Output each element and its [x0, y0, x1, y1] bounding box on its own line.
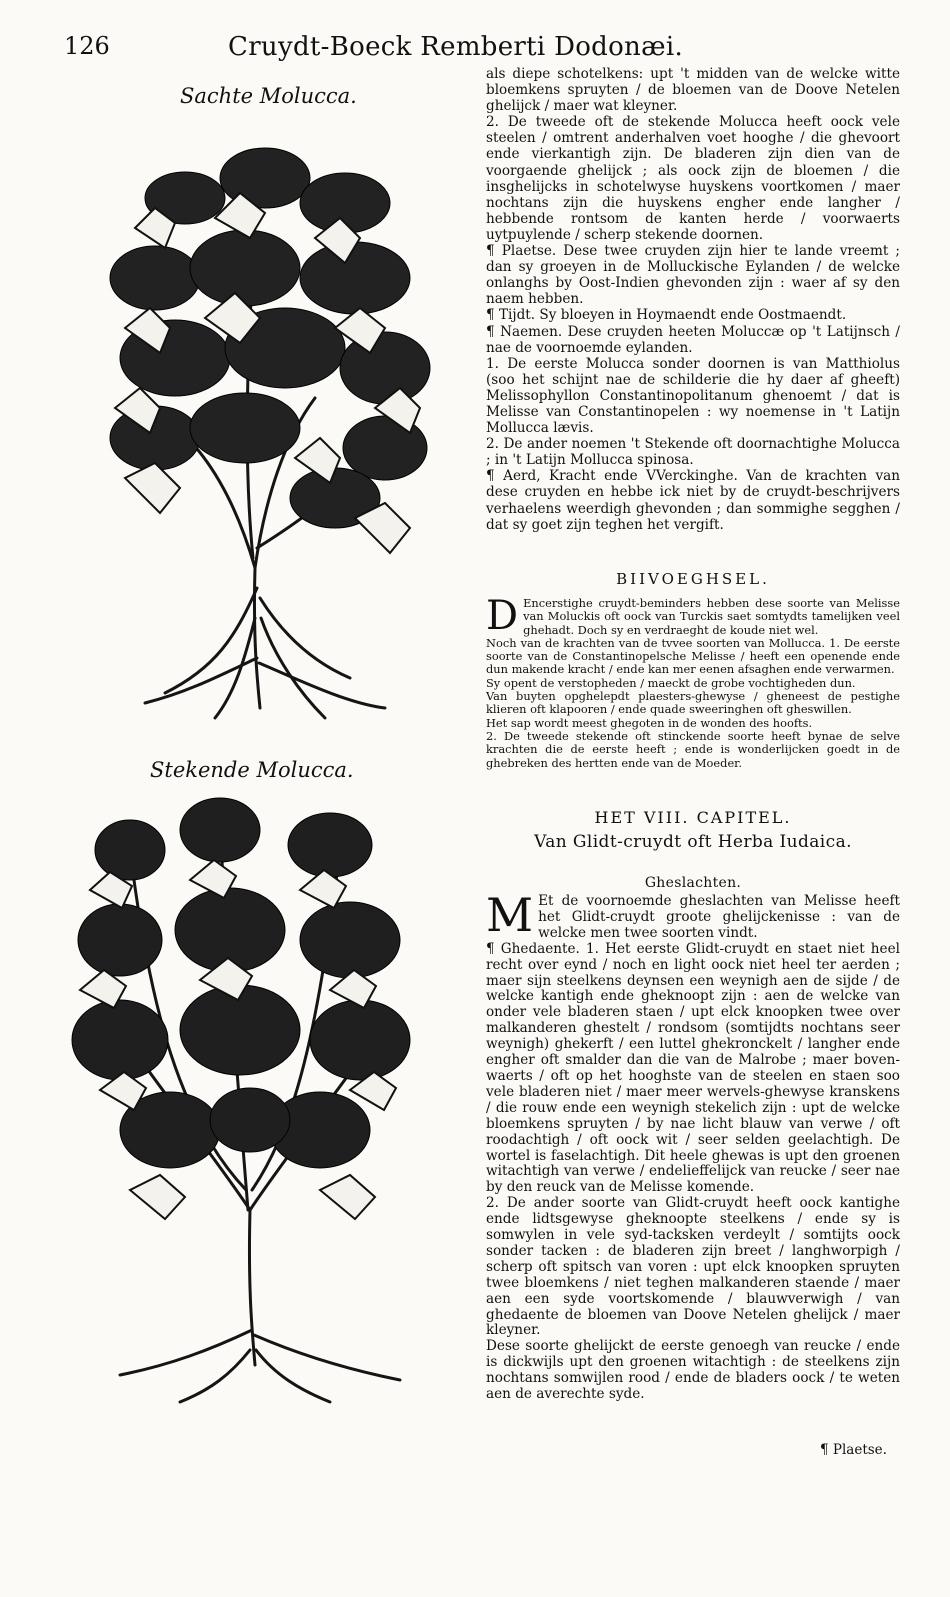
drop-cap-m: M: [486, 888, 534, 942]
catchword: ¶ Plaetse.: [820, 1442, 887, 1458]
drop-cap-d: D: [486, 593, 519, 639]
bijvoeghsel-heading: BIIVOEGHSEL.: [616, 570, 770, 588]
chapter-title: Van Glidt-cruydt oft Herba Iudaica.: [534, 832, 852, 852]
paragraph: Het sap wordt meest ghegoten in de wonden des hoofts.: [486, 715, 813, 730]
page-number: 126: [64, 32, 110, 60]
figure-caption-2: Stekende Molucca.: [150, 758, 354, 782]
figure-caption-1: Sachte Molucca.: [180, 84, 357, 108]
bijvoeghsel-text: [486, 593, 900, 770]
paragraph: ¶ Naemen. Dese cruyden heeten Moluccæ op 't Latijnsch / nae de voornoemde eylanden.: [486, 323, 900, 356]
paragraph: Sy opent de verstopheden / maeckt de grobe vochtigheden dun.: [486, 675, 856, 690]
text-column-upper: [486, 66, 900, 533]
chapter-text: [486, 888, 900, 1403]
paragraph: Dese soorte ghelijckt de eerste genoegh van reucke / ende is dickwijls upt den groenen witachtigh : de steelkens zijn nochtans somwijlen rood / ende de bladers oock / te weten aen de averechte syde.: [486, 1338, 900, 1403]
paragraph: 2. De ander soorte van Glidt-cruydt heeft oock kantighe ende lidtsgewyse gheknoopte steelkens / ende sy is somwylen in vele syd-tacksken verdeylt / somtijts oock sonder tacken : de bladeren zijn breet / langhworpigh / scherp oft spitsch van voren : upt elck knoopken spruyten twee bloemkens / niet teghen malkanderen staende / maer aen een syde voortskomende / blauwverwigh / van ghedaente de bloemen van Doove Netelen ghelijck / maer kleyner.: [486, 1195, 900, 1339]
paragraph: ¶ Tijdt. Sy bloeyen in Hoymaendt ende Oostmaendt.: [486, 307, 847, 324]
running-title: Cruydt-Boeck Remberti Dodonæi.: [228, 32, 684, 62]
paragraph: als diepe schotelkens: upt 't midden van de welcke witte bloemkens spruyten / de bloemen van de Doove Netelen ghelijck / maer wat kleyner.: [486, 66, 900, 115]
paragraph: Noch van de krachten van de tvvee soorten van Mollucca. 1. De eerste soorte van de Constantinopelsche Melisse / heeft een openende ende dun makende kracht / ende kan mer eenen afsaghen ende verwarmen.: [486, 635, 900, 677]
chapter-number: HET VIII. CAPITEL.: [594, 808, 792, 827]
paragraph: ¶ Aerd, Kracht ende VVerckinghe. Van de krachten van dese cruyden en hebbe ick niet by de cruydt-beschrijvers verhaelens weerdigh ghevonden ; dan sommighe segghen / dat sy goet zijn teghen het vergift.: [486, 468, 900, 533]
paragraph: Et de voornoemde gheslachten van Melisse heeft het Glidt-cruydt groote ghelijckenisse : van de welcke men twee soorten vindt.: [538, 893, 900, 941]
paragraph: Van buyten opghelepdt plaesters-ghewyse / gheneest de pestighe klieren oft klapooren / ende quade sweeringhen oft gheswillen.: [486, 689, 900, 717]
paragraph: 2. De tweede stekende oft stinckende soorte heeft bynae de selve krachten die de eerste heeft ; ende is wonderlijcken goedt in de ghebreken des hertten ende van de Moeder.: [486, 728, 900, 770]
plant-woodcut-stekende-molucca: [60, 790, 430, 1410]
paragraph: ¶ Plaetse. Dese twee cruyden zijn hier te lande vreemt ; dan sy groeyen in de Molluckische Eylanden / de welcke onlanghs by Oost-Indien ghevonden zijn : waer af sy den naem hebben.: [486, 243, 900, 308]
chapter-subheading: Gheslachten.: [644, 875, 742, 891]
paragraph: Encerstighe cruydt-beminders hebben dese soorte van Melisse van Moluckis oft oock van Turckis saet somtydts tamelijken veel ghehadt. Doch sy en verdraeght de koude niet wel.: [523, 596, 900, 637]
paragraph: ¶ Ghedaente. 1. Het eerste Glidt-cruydt en staet niet heel recht over eynd / noch en light oock niet heel ter aerden ; maer sijn steelkens deynsen een weynigh aen de sijde / de welcke kantigh ende gheknoopt zijn : aen de welcke van onder vele bladeren staen / upt elck knoopken twee over malkanderen ghestelt / rondsom (somtijdts nochtans seer weynigh) ghekerft / een luttel ghekronckelt / langher ende engher oft smalder dan die van de Malrobe ; maer boven-waerts / oft op het hooghste van de steelen en staen soo vele bladeren niet / maer meer wervels-ghewyse kranskens / die rouw ende een weynigh stekelich zijn : upt de welcke bloemkens spruyten / by nae licht blauw van verwe / oft roodachtigh / oft oock wit / seer selden geelachtigh. De wortel is faselachtigh. Dit heele ghewas is upt den groenen witachtigh van verwe / endelieffelijck van reucke / seer nae by den reuck van de Melisse komende.: [486, 940, 900, 1196]
plant-woodcut-sachte-molucca: [95, 118, 440, 738]
paragraph: 2. De ander noemen 't Stekende oft doornachtighe Molucca ; in 't Latijn Mollucca spinosa.: [486, 436, 900, 469]
paragraph: 1. De eerste Molucca sonder doornen is van Matthiolus (soo het schijnt nae de schilderie die hy daer af gheeft) Melissophyllon Constantinopolitanum ghenoemt / dat is Melisse van Constantinopelen : wy noemense in 't Latijn Mollucca lævis.: [486, 355, 900, 437]
paragraph: 2. De tweede oft de stekende Molucca heeft oock vele steelen / omtrent anderhalven voet hooghe / die ghevoort ende vierkantigh zijn. De bladeren zijn dien van de voorgaende ghelijck ; als oock zijn de bloemen / die insghelijcks in schotelwyse huyskens voortkomen / maer nochtans zijn die huyskens engher ende langher / hebbende rontsom de kanten herde / voorwaerts uytpuylende / scherp stekende doornen.: [486, 114, 900, 243]
